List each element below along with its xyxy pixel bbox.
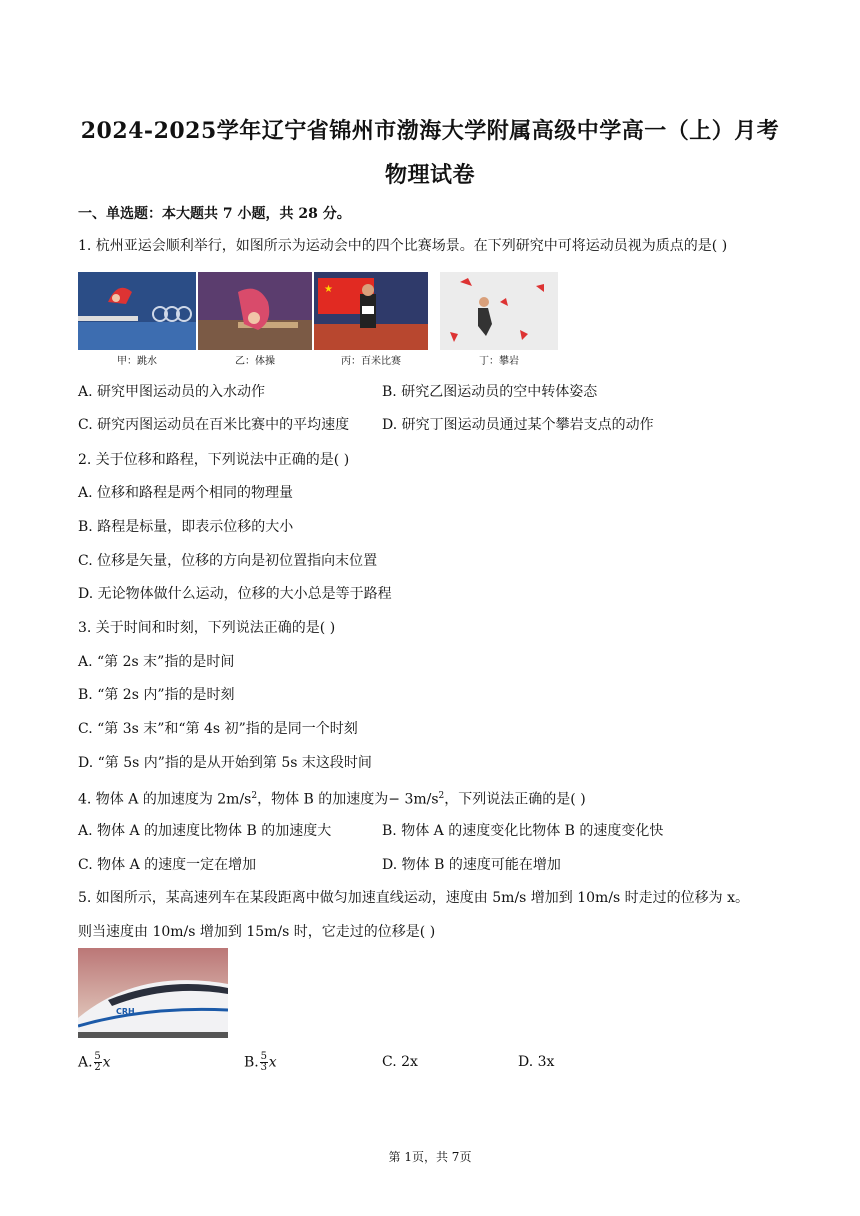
q5-option-a-denominator: 2 (94, 1062, 101, 1073)
climbing-photo (440, 272, 558, 350)
q3-option-c: C. “第 3s 末”和“第 4s 初”指的是同一个时刻 (78, 721, 358, 737)
caption-sprint: 丙：百米比赛 (341, 356, 401, 367)
q5-option-b-fraction (260, 1052, 268, 1073)
q4-exponent-1: 2 (251, 791, 258, 801)
page-footer: 第 1页，共 7页 (388, 1150, 472, 1164)
q2-option-a: A. 位移和路程是两个相同的物理量 (78, 485, 294, 501)
q4-exponent-2: 2 (438, 791, 445, 801)
q5-option-b-variable: x (268, 1054, 277, 1071)
q2-stem: 2. 关于位移和路程，下列说法中正确的是( ) (78, 452, 350, 468)
q5-option-b (244, 1052, 277, 1073)
train-photo (78, 948, 228, 1038)
q5-stem-line1: 5. 如图所示，某高速列车在某段距离中做匀加速直线运动，速度由 5m/s 增加到 10m/s 时走过的位移为 x。 (78, 890, 750, 906)
q5-option-a-label: A. (78, 1054, 93, 1071)
q5-option-a-fraction (94, 1052, 102, 1073)
q1-option-a: A. 研究甲图运动员的入水动作 (78, 384, 266, 400)
q4-option-a: A. 物体 A 的加速度比物体 B 的加速度大 (78, 823, 332, 839)
q3-option-d: D. “第 5s 内”指的是从开始到第 5s 末这段时间 (78, 755, 372, 771)
q4-stem (78, 786, 586, 810)
q4-stem-part1: 4. 物体 A 的加速度为 2m/s (78, 791, 252, 808)
q5-option-a-variable: x (102, 1054, 111, 1071)
q5-option-a-numerator: 5 (94, 1051, 101, 1062)
q5-option-c: C. 2x (382, 1054, 418, 1070)
q4-option-d: D. 物体 B 的速度可能在增加 (382, 857, 561, 873)
svg-text:★: ★ (324, 284, 333, 295)
q5-stem-line2: 则当速度由 10m/s 增加到 15m/s 时，它走过的位移是( ) (78, 924, 436, 940)
q4-stem-part3: ，下列说法正确的是( ) (444, 791, 586, 808)
q1-option-c: C. 研究丙图运动员在百米比赛中的平均速度 (78, 417, 350, 433)
q5-option-d: D. 3x (518, 1054, 555, 1070)
page-title: 2024-2025学年辽宁省锦州市渤海大学附属高级中学高一（上）月考 (80, 118, 780, 144)
q1-stem: 1. 杭州亚运会顺利举行，如图所示为运动会中的四个比赛场景。在下列研究中可将运动员视为质点的是( ) (78, 238, 728, 254)
q3-option-b: B. “第 2s 内”指的是时刻 (78, 687, 235, 703)
gymnastics-photo (198, 272, 312, 350)
q5-option-b-denominator: 3 (260, 1062, 267, 1073)
page-subtitle: 物理试卷 (384, 162, 475, 188)
q1-option-b: B. 研究乙图运动员的空中转体姿态 (382, 384, 598, 400)
q2-option-d: D. 无论物体做什么运动，位移的大小总是等于路程 (78, 586, 392, 602)
q4-option-b: B. 物体 A 的速度变化比物体 B 的速度变化快 (382, 823, 664, 839)
q5-option-b-numerator: 5 (260, 1051, 267, 1062)
q5-option-a (78, 1052, 110, 1073)
train-logo: CRH (116, 1007, 135, 1016)
caption-gymnastics: 乙：体操 (235, 356, 275, 367)
q3-stem: 3. 关于时间和时刻，下列说法正确的是( ) (78, 620, 336, 636)
q3-option-a: A. “第 2s 末”指的是时间 (78, 654, 235, 670)
caption-diving: 甲：跳水 (117, 356, 157, 367)
q4-option-c: C. 物体 A 的速度一定在增加 (78, 857, 257, 873)
diving-photo (78, 272, 196, 350)
q5-option-b-label: B. (244, 1054, 259, 1071)
section-heading: 一、单选题：本大题共 7 小题，共 28 分。 (78, 206, 351, 222)
q2-option-b: B. 路程是标量，即表示位移的大小 (78, 519, 294, 535)
q1-option-d: D. 研究丁图运动员通过某个攀岩支点的动作 (382, 417, 654, 433)
sprint-photo (314, 272, 428, 350)
caption-climbing: 丁：攀岩 (479, 356, 519, 367)
q2-option-c: C. 位移是矢量，位移的方向是初位置指向末位置 (78, 553, 378, 569)
q4-stem-part2: ，物体 B 的加速度为− 3m/s (257, 791, 439, 808)
